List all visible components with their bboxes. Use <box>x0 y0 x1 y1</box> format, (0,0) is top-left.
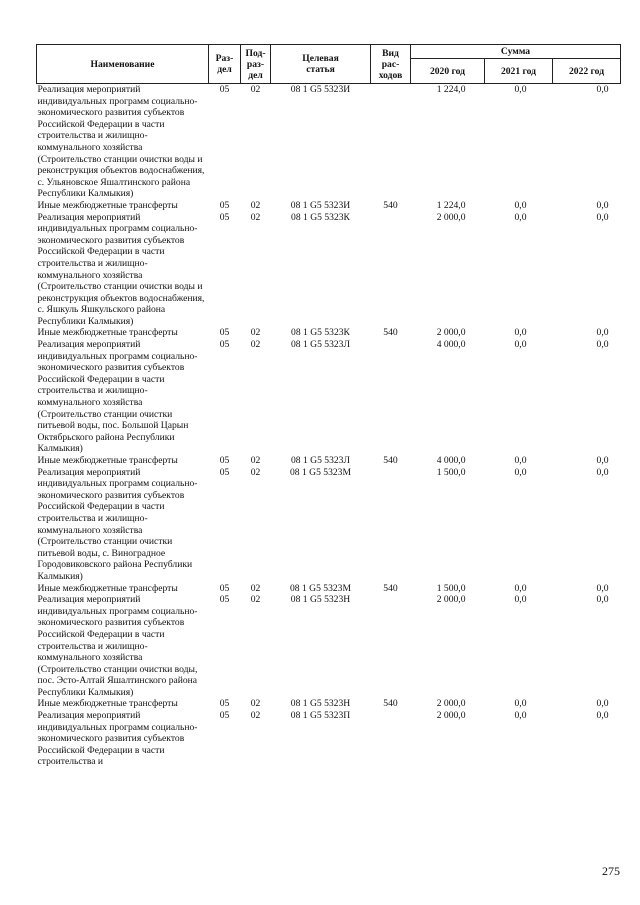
cell-vid <box>371 339 411 455</box>
cell-sum-2021: 0,0 <box>514 466 527 478</box>
cell-razdel: 05 <box>219 339 230 351</box>
cell-vid: 540 <box>383 199 398 211</box>
cell-podrazdel: 02 <box>250 582 261 594</box>
header-celevaya: Целевая статья <box>271 45 371 84</box>
table-row <box>37 710 621 768</box>
cell-podrazdel: 02 <box>250 594 261 606</box>
cell-razdel: 05 <box>219 455 230 466</box>
cell-podrazdel: 02 <box>250 698 261 710</box>
table-row <box>37 327 621 339</box>
cell-vid: 540 <box>383 455 398 466</box>
cell-celevaya: 08 1 G5 5323И <box>290 84 351 95</box>
cell-celevaya: 08 1 G5 5323Л <box>290 339 350 351</box>
cell-sum-2022: 0,0 <box>596 199 609 211</box>
cell-name: Иные межбюджетные трансферты <box>37 455 178 466</box>
cell-vid: 540 <box>383 327 398 339</box>
table-body <box>37 84 621 769</box>
cell-sum-2021: 0,0 <box>514 339 527 351</box>
table-row <box>37 339 621 455</box>
cell-sum-2022: 0,0 <box>596 710 609 722</box>
table-row <box>37 455 621 467</box>
cell-celevaya: 08 1 G5 5323К <box>291 211 350 223</box>
table-header <box>37 45 621 84</box>
cell-sum-2022: 0,0 <box>596 211 609 223</box>
cell-vid <box>371 467 411 583</box>
cell-sum-2021: 0,0 <box>514 84 527 95</box>
table-row <box>37 467 621 583</box>
cell-name: Иные межбюджетные трансферты <box>37 199 178 211</box>
header-year-2022: 2022 год <box>553 59 621 84</box>
cell-name: Иные межбюджетные трансферты <box>37 327 178 339</box>
cell-vid: 540 <box>383 582 398 594</box>
cell-razdel: 05 <box>219 327 230 339</box>
table-row <box>37 698 621 710</box>
page-number: 275 <box>602 864 620 878</box>
cell-name: Реализация мероприятий индивидуальных программ социально-экономического развития субъектов Российской Федерации в части строительства и жилищно-коммунального хозяйства (Строительство станции очистки воды, пос. Эсто-Алтай Яшалтинского района Республики Калмыкия) <box>37 594 198 698</box>
cell-sum-2020: 2 000,0 <box>436 594 466 606</box>
cell-name: Реализация мероприятий индивидуальных программ социально-экономического развития субъектов Российской Федерации в части строительства и жилищно-коммунального хозяйства (Строительство станции очистки питьевой воды, пос. Большой Царын Октябрьского района Республики Калмыкия) <box>37 339 198 455</box>
cell-sum-2021: 0,0 <box>514 582 527 594</box>
header-year-2020: 2020 год <box>411 59 485 84</box>
table-row <box>37 594 621 698</box>
table-row <box>37 583 621 595</box>
cell-sum-2021: 0,0 <box>514 455 527 466</box>
cell-celevaya: 08 1 G5 5323И <box>290 199 351 211</box>
cell-sum-2020: 2 000,0 <box>436 710 466 722</box>
cell-celevaya: 08 1 G5 5323М <box>289 466 352 478</box>
cell-sum-2020: 1 500,0 <box>436 466 466 478</box>
cell-name: Реализация мероприятий индивидуальных программ социально-экономического развития субъектов Российской Федерации в части строительства и жилищно-коммунального хозяйства (Строительство станции очистки питьевой воды, с. Виноградное Городовиковского района Республики Калмыкия) <box>37 466 198 582</box>
cell-sum-2020: 2 000,0 <box>436 211 466 223</box>
cell-name: Иные межбюджетные трансферты <box>37 698 178 710</box>
header-summa: Сумма <box>411 45 621 59</box>
cell-sum-2022: 0,0 <box>596 582 609 594</box>
header-name: Наименование <box>37 45 209 84</box>
cell-razdel: 05 <box>219 199 230 211</box>
table-row <box>37 200 621 212</box>
cell-sum-2021: 0,0 <box>514 594 527 606</box>
cell-sum-2020: 1 224,0 <box>436 199 466 211</box>
cell-sum-2022: 0,0 <box>596 594 609 606</box>
cell-podrazdel: 02 <box>250 327 261 339</box>
cell-name: Реализация мероприятий индивидуальных программ социально-экономического развития субъектов Российской Федерации в части строительства и жилищно-коммунального хозяйства (Строительство станции очистки воды и реконструкция объектов водоснабжения, с. Яшкуль Яшкульского района Республики Калмыкия) <box>37 211 205 327</box>
cell-sum-2021: 0,0 <box>514 211 527 223</box>
header-razdel: Раз- дел <box>209 45 241 84</box>
cell-razdel: 05 <box>219 466 230 478</box>
cell-celevaya: 08 1 G5 5323Н <box>290 594 351 606</box>
cell-sum-2021: 0,0 <box>514 327 527 339</box>
budget-table <box>36 44 621 768</box>
cell-celevaya: 08 1 G5 5323П <box>290 710 351 722</box>
cell-sum-2022: 0,0 <box>596 466 609 478</box>
cell-vid <box>371 710 411 768</box>
header-vid: Вид рас- ходов <box>371 45 411 84</box>
table-row <box>37 84 621 200</box>
cell-celevaya: 08 1 G5 5323К <box>291 327 350 339</box>
cell-vid: 540 <box>383 698 398 710</box>
cell-name: Реализация мероприятий индивидуальных программ социально-экономического развития субъектов Российской Федерации в части строительства и жилищно-коммунального хозяйства (Строительство станции очистки воды и реконструкция объектов водоснабжения, с. Ульяновское Яшалтинского района Республики Калмыкия) <box>37 84 205 200</box>
cell-podrazdel: 02 <box>250 455 261 466</box>
cell-sum-2020: 1 500,0 <box>436 582 466 594</box>
cell-sum-2022: 0,0 <box>596 327 609 339</box>
cell-podrazdel: 02 <box>250 211 261 223</box>
cell-celevaya: 08 1 G5 5323Л <box>290 455 350 466</box>
cell-name: Реализация мероприятий индивидуальных программ социально-экономического развития субъектов Российской Федерации в части строительства и <box>37 710 198 768</box>
table-row <box>37 212 621 328</box>
cell-sum-2020: 4 000,0 <box>436 339 466 351</box>
header-year-2021: 2021 год <box>485 59 553 84</box>
cell-sum-2022: 0,0 <box>596 84 609 95</box>
header-podrazdel: Под- раз- дел <box>241 45 271 84</box>
cell-vid <box>371 84 411 200</box>
cell-razdel: 05 <box>219 710 230 722</box>
cell-razdel: 05 <box>219 698 230 710</box>
cell-vid <box>371 212 411 328</box>
cell-sum-2021: 0,0 <box>514 199 527 211</box>
cell-celevaya: 08 1 G5 5323М <box>289 582 352 594</box>
cell-sum-2021: 0,0 <box>514 710 527 722</box>
cell-podrazdel: 02 <box>250 466 261 478</box>
cell-podrazdel: 02 <box>250 199 261 211</box>
cell-razdel: 05 <box>219 582 230 594</box>
cell-razdel: 05 <box>219 211 230 223</box>
cell-razdel: 05 <box>219 84 230 95</box>
cell-sum-2022: 0,0 <box>596 455 609 466</box>
cell-sum-2020: 4 000,0 <box>436 455 466 466</box>
cell-celevaya: 08 1 G5 5323Н <box>290 698 351 710</box>
cell-sum-2022: 0,0 <box>596 698 609 710</box>
cell-podrazdel: 02 <box>250 339 261 351</box>
cell-vid <box>371 594 411 698</box>
cell-podrazdel: 02 <box>250 84 261 95</box>
cell-sum-2020: 1 224,0 <box>436 84 466 95</box>
cell-sum-2020: 2 000,0 <box>436 698 466 710</box>
cell-name: Иные межбюджетные трансферты <box>37 582 178 594</box>
cell-sum-2022: 0,0 <box>596 339 609 351</box>
cell-sum-2021: 0,0 <box>514 698 527 710</box>
cell-sum-2020: 2 000,0 <box>436 327 466 339</box>
cell-razdel: 05 <box>219 594 230 606</box>
cell-podrazdel: 02 <box>250 710 261 722</box>
